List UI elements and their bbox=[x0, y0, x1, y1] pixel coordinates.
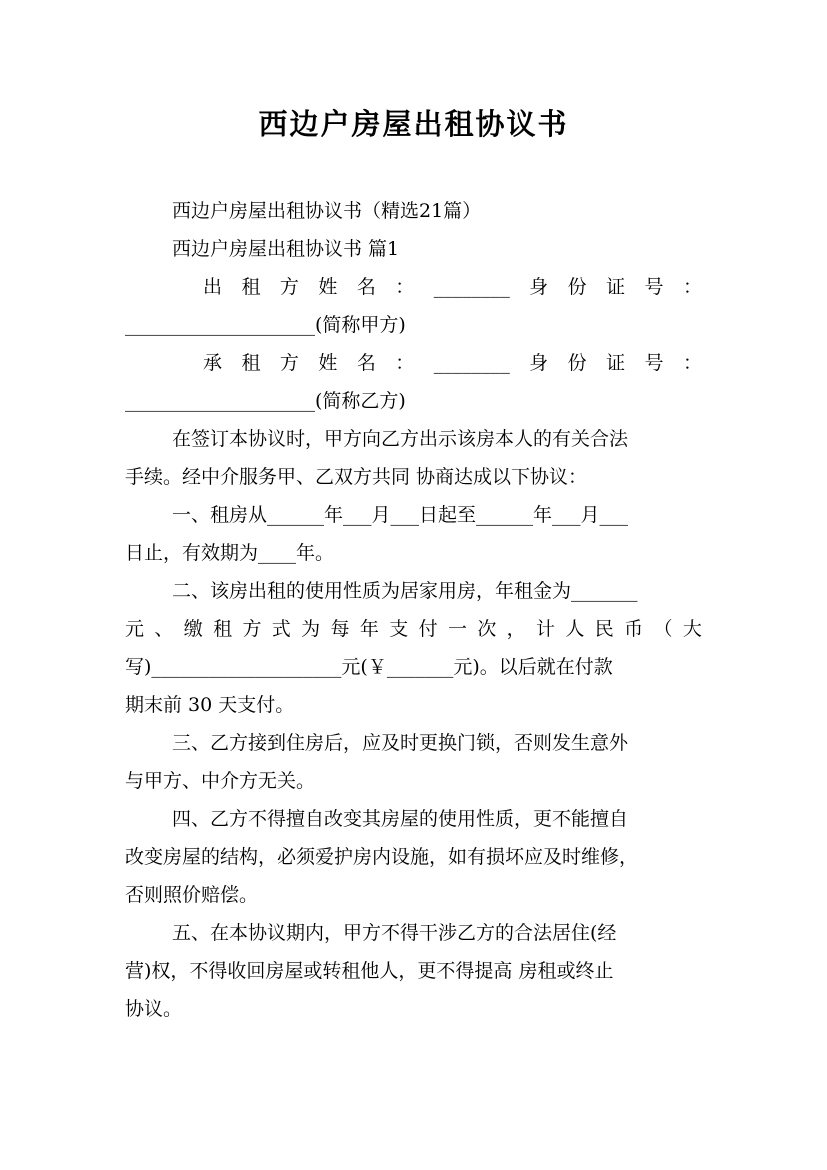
lessee-line-char: 份 bbox=[567, 352, 587, 374]
lessee-line bbox=[125, 344, 702, 382]
subtitle: 西边户房屋出租协议书（精选21篇） bbox=[172, 200, 482, 222]
lessee-line-char: 姓 bbox=[318, 352, 338, 374]
clause-2-line-2-char: （ bbox=[653, 618, 673, 640]
lessor-line-char: 证 bbox=[606, 276, 626, 298]
clause-2-line-2-char: 大 bbox=[682, 618, 702, 640]
lessor-id-line: ____________________(简称甲方) bbox=[125, 314, 406, 336]
clause-1-line-2: 日止，有效期为____年。 bbox=[125, 542, 335, 564]
clause-1-line-1: 一、租房从______年___月___日起至______年___月___ bbox=[172, 504, 629, 526]
clause-2-line-2-char: ， bbox=[506, 618, 526, 640]
lessee-id-line: ____________________(简称乙方) bbox=[125, 390, 406, 412]
clause-5-line-1: 五、在本协议期内，甲方不得干涉乙方的合法居住(经 bbox=[172, 922, 617, 944]
lessor-line-char: 名 bbox=[356, 276, 376, 298]
intro-paragraph-line-1: 在签订本协议时，甲方向乙方出示该房本人的有关合法 bbox=[172, 428, 629, 450]
clause-2-line-2-char: 币 bbox=[624, 618, 644, 640]
clause-2-line-2-char: 、 bbox=[154, 618, 174, 640]
lessor-line-char: 出 bbox=[203, 276, 223, 298]
document-title: 西边户房屋出租协议书 bbox=[258, 107, 569, 141]
clause-2-line-2-char: 次 bbox=[477, 618, 497, 640]
lessor-line-char: ： bbox=[682, 276, 702, 298]
clause-3-line-2: 与甲方、中介方无关。 bbox=[125, 770, 316, 792]
clause-4-line-2: 改变房屋的结构，必须爱护房内设施，如有损坏应及时维修， bbox=[125, 846, 639, 868]
clause-2-line-1: 二、该房出租的使用性质为居家用房，年租金为_______ bbox=[172, 580, 638, 602]
clause-2-line-2 bbox=[125, 610, 702, 648]
lessee-line-char: 租 bbox=[241, 352, 261, 374]
clause-4-line-1: 四、乙方不得擅自改变其房屋的使用性质，更不能擅自 bbox=[172, 808, 629, 830]
clause-2-line-2-char: 人 bbox=[565, 618, 585, 640]
lessee-line-char: 证 bbox=[606, 352, 626, 374]
clause-4-line-3: 否则照价赔偿。 bbox=[125, 884, 259, 906]
clause-2-line-2-char: 式 bbox=[271, 618, 291, 640]
intro-paragraph-line-2: 手续。经中介服务甲、乙双方共同 协商达成以下协议： bbox=[125, 466, 588, 488]
clause-2-line-2-char: 缴 bbox=[183, 618, 203, 640]
lessee-line-char: 名 bbox=[356, 352, 376, 374]
clause-2-line-2-char: 支 bbox=[389, 618, 409, 640]
lessor-line-char: 姓 bbox=[318, 276, 338, 298]
lessor-line-char: ________ bbox=[433, 276, 510, 298]
lessor-line-char: 方 bbox=[279, 276, 299, 298]
lessor-line-char: 身 bbox=[529, 276, 549, 298]
clause-5-line-3: 协议。 bbox=[125, 998, 183, 1020]
lessor-line bbox=[125, 268, 702, 306]
clause-2-line-2-char: 元 bbox=[125, 618, 145, 640]
clause-2-line-2-char: 租 bbox=[213, 618, 233, 640]
lessor-line-char: 租 bbox=[241, 276, 261, 298]
lessee-line-char: 号 bbox=[644, 352, 664, 374]
lessee-line-char: 身 bbox=[529, 352, 549, 374]
clause-2-line-2-char: 民 bbox=[594, 618, 614, 640]
clause-2-line-2-char: 一 bbox=[447, 618, 467, 640]
lessor-line-char: 份 bbox=[567, 276, 587, 298]
clause-2-line-2-char: 年 bbox=[359, 618, 379, 640]
lessee-line-char: 承 bbox=[203, 352, 223, 374]
lessee-line-char: ： bbox=[682, 352, 702, 374]
lessee-line-char: 方 bbox=[279, 352, 299, 374]
clause-2-line-2-char: 为 bbox=[301, 618, 321, 640]
clause-2-line-4: 期末前 30 天支付。 bbox=[125, 694, 295, 716]
clause-5-line-2: 营)权，不得收回房屋或转租他人，更不得提高 房租或终止 bbox=[125, 960, 614, 982]
lessor-line-char: 号 bbox=[644, 276, 664, 298]
clause-2-line-3: 写)____________________元(￥_______元)。以后就在付款 bbox=[125, 656, 613, 678]
lessee-line-char: ________ bbox=[433, 352, 510, 374]
lessor-line-char: ： bbox=[395, 276, 415, 298]
clause-2-line-2-char: 每 bbox=[330, 618, 350, 640]
section-title: 西边户房屋出租协议书 篇1 bbox=[172, 238, 400, 260]
clause-2-line-2-char: 付 bbox=[418, 618, 438, 640]
clause-3-line-1: 三、乙方接到住房后，应及时更换门锁，否则发生意外 bbox=[172, 732, 629, 754]
lessee-line-char: ： bbox=[395, 352, 415, 374]
clause-2-line-2-char: 计 bbox=[536, 618, 556, 640]
clause-2-line-2-char: 方 bbox=[242, 618, 262, 640]
document-body bbox=[125, 192, 702, 1028]
